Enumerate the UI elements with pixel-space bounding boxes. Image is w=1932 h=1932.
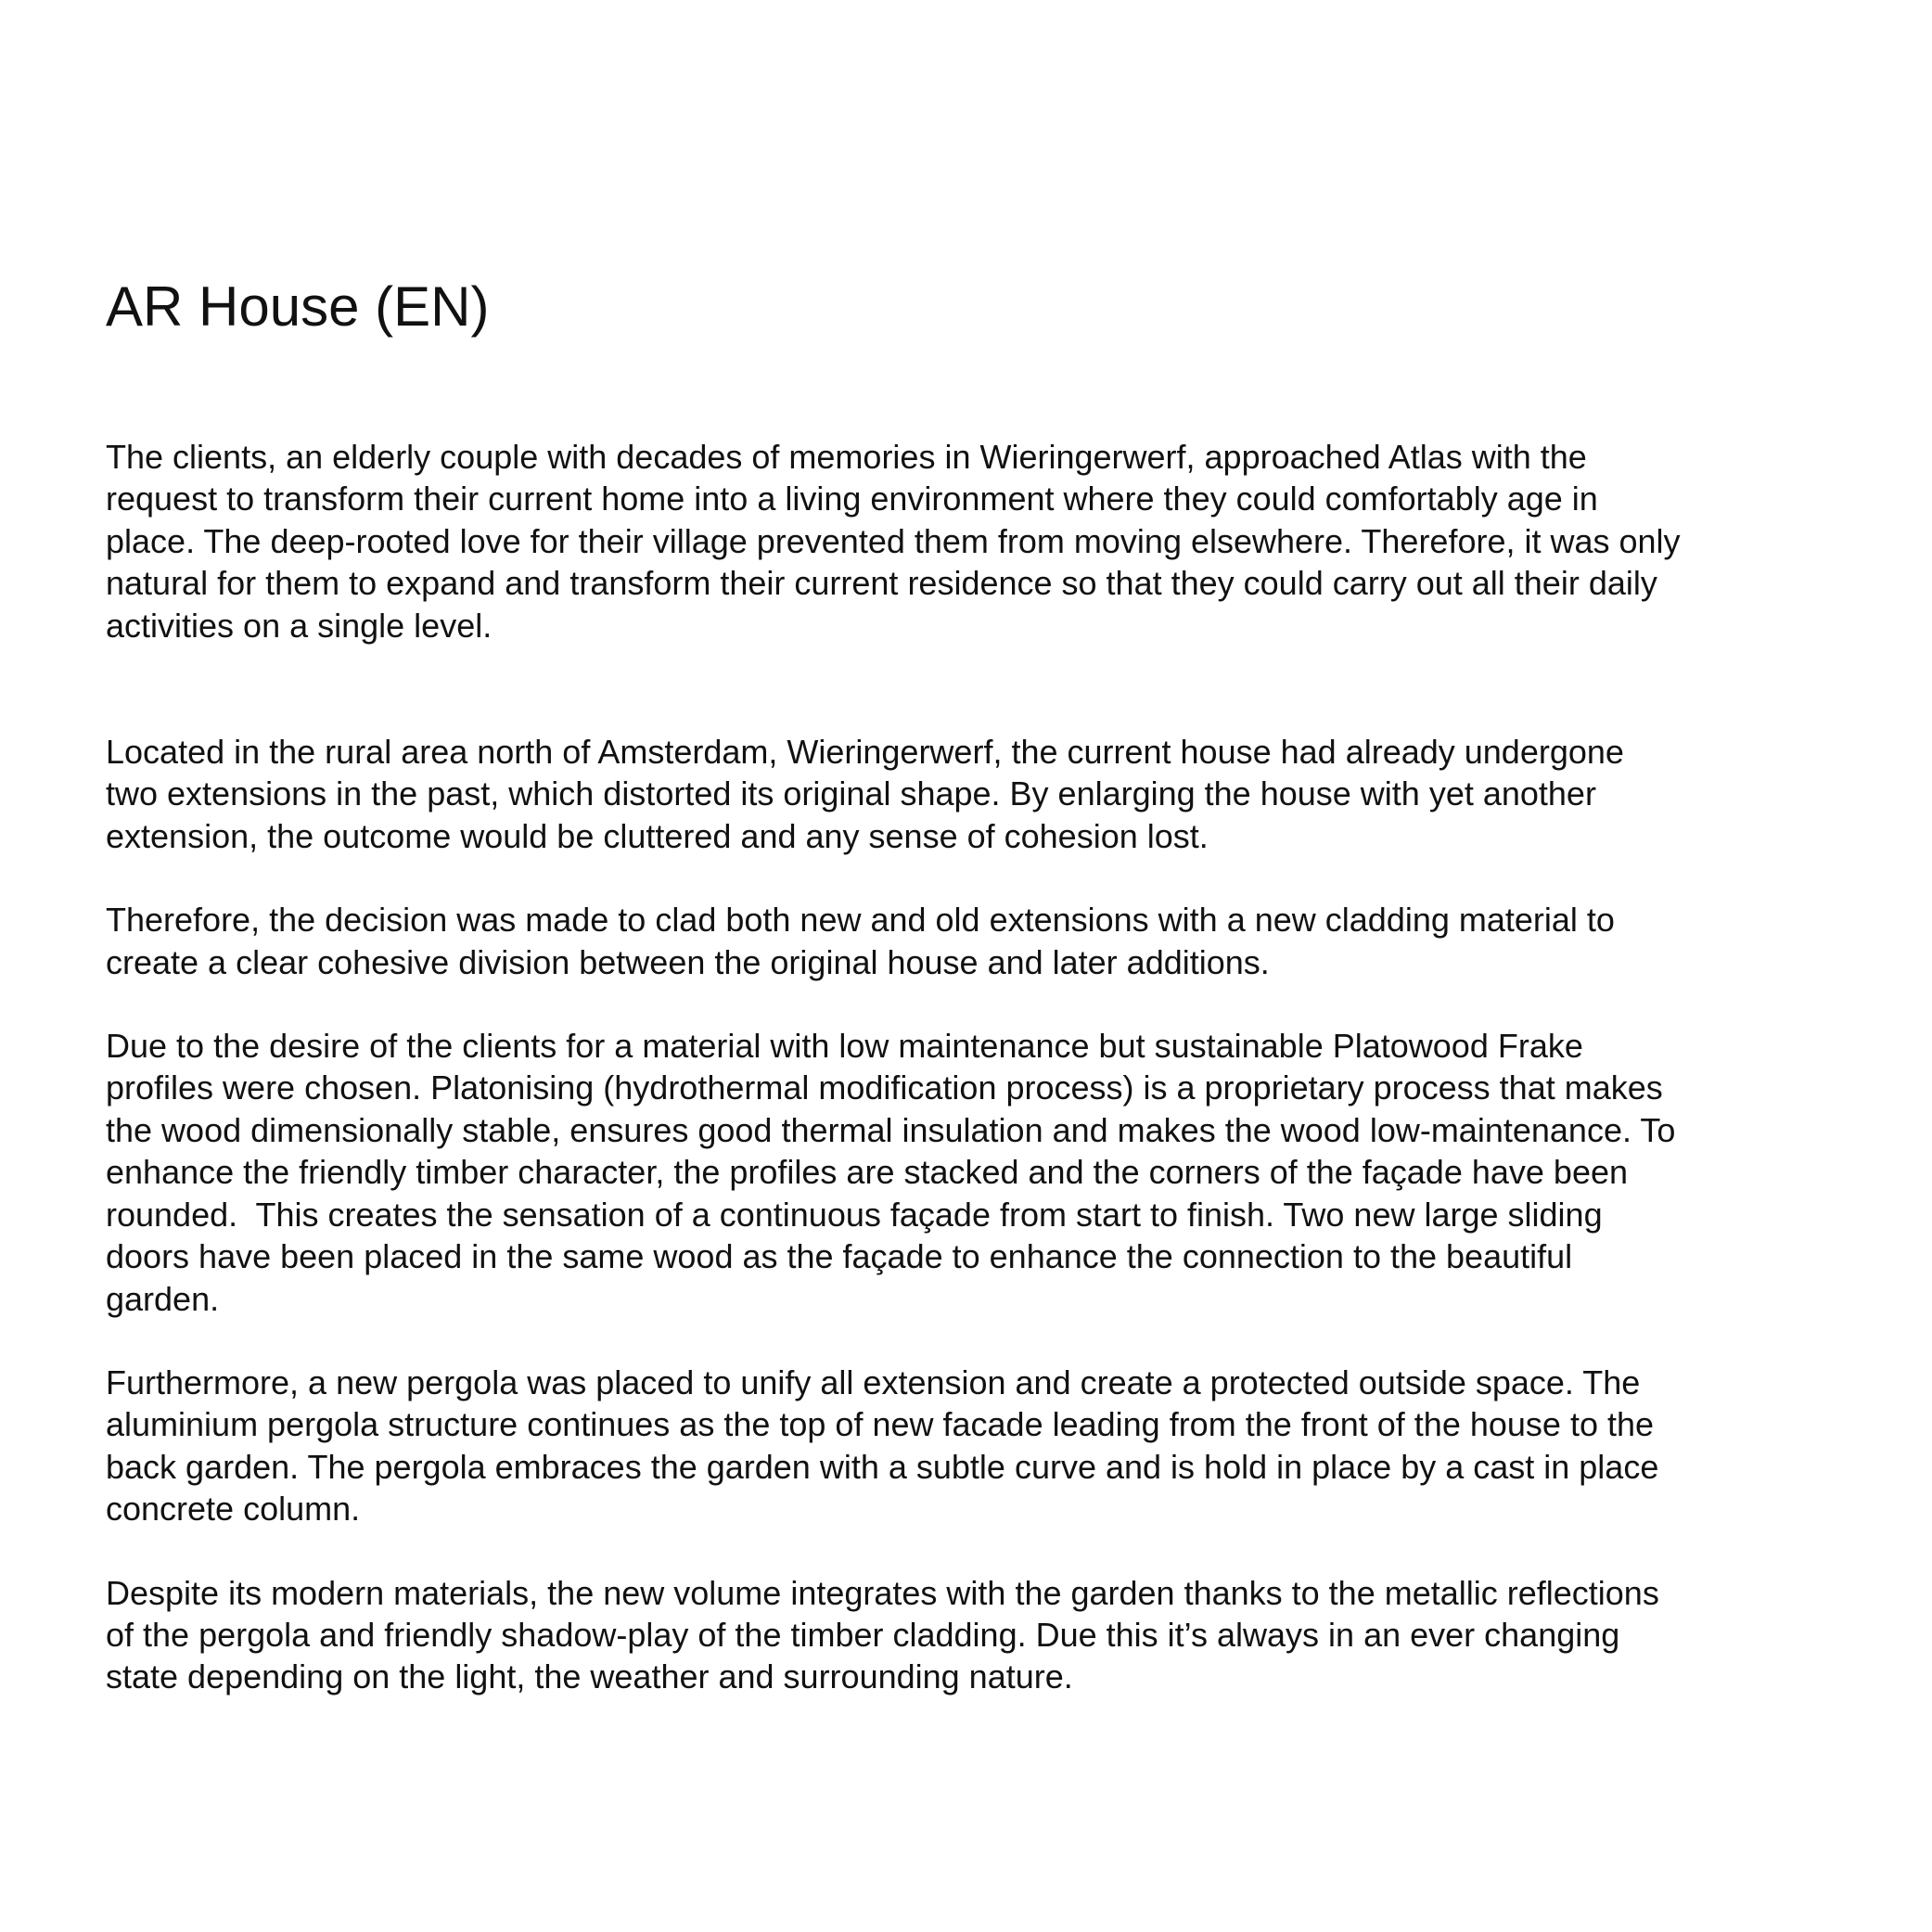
text-line: create a clear cohesive division between the original house and later additions. xyxy=(106,942,1270,981)
text-line: extension, the outcome would be cluttered and any sense of cohesion lost. xyxy=(106,816,1209,855)
text-line: Therefore, the decision was made to clad both new and old extensions with a new cladding material to xyxy=(106,901,1615,940)
text-line: place. The deep-rooted love for their village prevented them from moving elsewhere. Therefore, it was only xyxy=(106,521,1681,560)
paragraph-conclusion xyxy=(106,1572,1831,1698)
paragraph-material xyxy=(106,1025,1831,1320)
text-line: natural for them to expand and transform their current residence so that they could carry out all their daily xyxy=(106,564,1657,603)
document-page xyxy=(106,275,1831,1698)
page-title: AR House (EN) xyxy=(106,275,490,338)
paragraph-spacer xyxy=(106,1320,1831,1362)
text-line: Located in the rural area north of Amsterdam, Wieringerwerf, the current house had already undergone xyxy=(106,733,1624,772)
text-line: activities on a single level. xyxy=(106,606,493,645)
text-line: the wood dimensionally stable, ensures good thermal insulation and makes the wood low-maintenance. To xyxy=(106,1110,1676,1149)
text-line: concrete column. xyxy=(106,1490,361,1529)
body-text xyxy=(106,436,1831,1698)
paragraph-spacer xyxy=(106,1530,1831,1572)
text-line: profiles were chosen. Platonising (hydrothermal modification process) is a proprietary process that makes xyxy=(106,1068,1663,1107)
paragraph-spacer xyxy=(106,983,1831,1025)
paragraph-spacer xyxy=(106,857,1831,899)
text-line: state depending on the light, the weather and surrounding nature. xyxy=(106,1657,1073,1696)
paragraph-decision xyxy=(106,899,1831,983)
paragraph-spacer xyxy=(106,646,1831,731)
paragraph-clients xyxy=(106,436,1831,646)
text-line: aluminium pergola structure continues as the top of new facade leading from the front of the house to the xyxy=(106,1405,1655,1444)
text-line: request to transform their current home into a living environment where they could comfortably age in xyxy=(106,480,1598,518)
text-line: The clients, an elderly couple with decades of memories in Wieringerwerf, approached Atlas with the xyxy=(106,438,1587,476)
text-line: two extensions in the past, which distorted its original shape. By enlarging the house with yet another xyxy=(106,774,1596,813)
paragraph-location xyxy=(106,731,1831,857)
text-line: doors have been placed in the same wood as the façade to enhance the connection to the beautiful xyxy=(106,1237,1573,1276)
text-line: Furthermore, a new pergola was placed to unify all extension and create a protected outside space. The xyxy=(106,1363,1641,1401)
text-line: enhance the friendly timber character, the profiles are stacked and the corners of the façade have been xyxy=(106,1153,1629,1192)
paragraph-pergola xyxy=(106,1362,1831,1530)
text-line: of the pergola and friendly shadow-play of the timber cladding. Due this it’s always in an ever changing xyxy=(106,1615,1620,1654)
text-line: back garden. The pergola embraces the garden with a subtle curve and is hold in place by a cast in place xyxy=(106,1447,1659,1486)
text-line: garden. xyxy=(106,1279,220,1318)
text-line: Despite its modern materials, the new volume integrates with the garden thanks to the metallic reflections xyxy=(106,1573,1659,1612)
text-line: rounded. This creates the sensation of a continuous façade from start to finish. Two new large sliding xyxy=(106,1195,1603,1234)
text-line: Due to the desire of the clients for a material with low maintenance but sustainable Platowood Frake xyxy=(106,1027,1583,1066)
